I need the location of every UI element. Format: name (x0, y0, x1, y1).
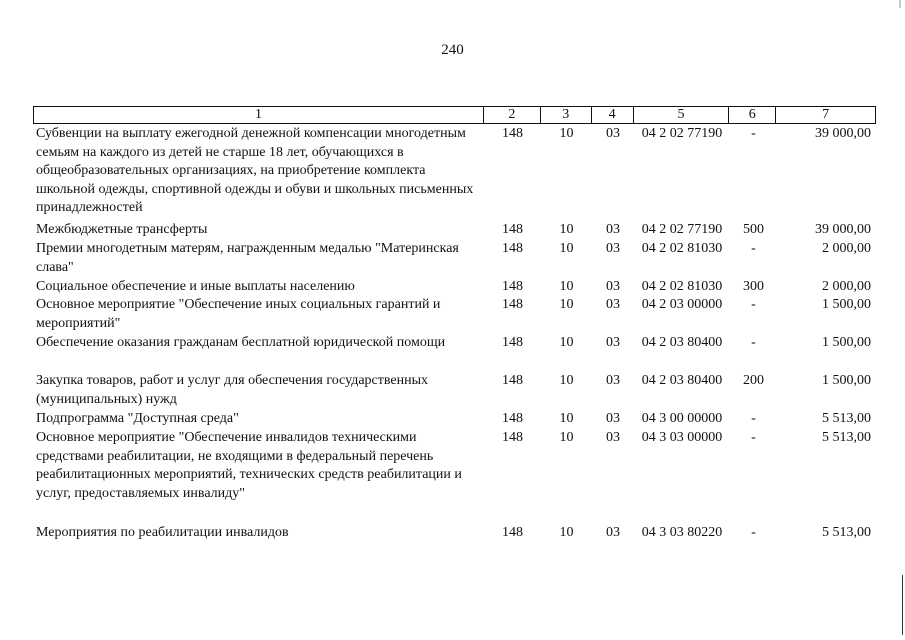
row-name: Основное мероприятие "Обеспечение инвалидов техническими средствами реабилитации, не входящими в федеральный перечень реабилитационных мероприятий, технических средств реабилитации и услуг, предоставляемых инвалиду" (36, 430, 462, 501)
row-section: 10 (559, 430, 574, 445)
row-target-article: 04 2 03 80400 (641, 373, 723, 388)
row-code: 148 (502, 126, 523, 141)
table-row (33, 240, 876, 277)
row-expense-type: - (751, 411, 756, 426)
row-subsection: 03 (606, 297, 620, 312)
row-amount: 2 000,00 (822, 241, 871, 256)
row-subsection: 03 (606, 525, 620, 540)
row-section: 10 (559, 335, 574, 350)
scan-edge-mark (899, 0, 901, 8)
row-expense-type: - (751, 126, 756, 141)
row-code: 148 (502, 279, 523, 294)
row-target-article: 04 3 00 00000 (641, 411, 723, 426)
row-expense-type: - (751, 297, 756, 312)
row-name: Мероприятия по реабилитации инвалидов (36, 525, 289, 540)
row-name: Премии многодетным матерям, награжденным медалью "Материнская слава" (36, 241, 459, 275)
row-target-article: 04 3 03 80220 (641, 525, 723, 540)
row-amount: 2 000,00 (822, 279, 871, 294)
row-code: 148 (502, 222, 523, 237)
table-row (33, 125, 876, 218)
header-col-2: 2 (484, 107, 541, 123)
row-subsection: 03 (606, 241, 620, 256)
row-expense-type: - (751, 430, 756, 445)
row-amount: 39 000,00 (815, 222, 871, 237)
row-subsection: 03 (606, 222, 620, 237)
table-row (33, 221, 876, 240)
table-row (33, 278, 876, 297)
header-col-6: 6 (729, 107, 776, 123)
row-amount: 1 500,00 (822, 335, 871, 350)
row-section: 10 (559, 525, 574, 540)
row-target-article: 04 3 03 00000 (641, 430, 723, 445)
row-amount: 39 000,00 (815, 126, 871, 141)
row-expense-type: - (751, 525, 756, 540)
row-subsection: 03 (606, 279, 620, 294)
row-code: 148 (502, 297, 523, 312)
header-col-7: 7 (822, 107, 830, 122)
row-target-article: 04 2 02 81030 (641, 279, 723, 294)
row-name: Обеспечение оказания гражданам бесплатной юридической помощи (36, 335, 446, 350)
row-section: 10 (559, 373, 574, 388)
row-amount: 1 500,00 (822, 373, 871, 388)
row-subsection: 03 (606, 335, 620, 350)
header-col-4: 4 (592, 107, 634, 123)
row-code: 148 (502, 430, 523, 445)
row-name: Основное мероприятие "Обеспечение иных социальных гарантий и мероприятий" (36, 297, 441, 331)
row-name: Межбюджетные трансферты (36, 222, 208, 237)
row-target-article: 04 2 03 00000 (641, 297, 723, 312)
row-section: 10 (559, 279, 574, 294)
row-expense-type: - (751, 335, 756, 350)
row-code: 148 (502, 241, 523, 256)
row-expense-type: - (751, 241, 756, 256)
row-subsection: 03 (606, 126, 620, 141)
row-section: 10 (559, 241, 574, 256)
header-col-3: 3 (541, 107, 592, 123)
scan-edge-line (902, 575, 903, 635)
row-expense-type: 300 (743, 279, 764, 294)
row-code: 148 (502, 411, 523, 426)
row-section: 10 (559, 222, 574, 237)
page-number: 240 (441, 42, 464, 58)
row-code: 148 (502, 525, 523, 540)
row-name: Подпрограмма "Доступная среда" (36, 411, 239, 426)
row-amount: 5 513,00 (822, 430, 871, 445)
header-col-5: 5 (634, 107, 730, 123)
row-name: Субвенции на выплату ежегодной денежной компенсации многодетным семьям на каждого из детей не старше 18 лет, обучающихся в общеобразовательных организациях, на приобретение комплекта школьной одежды, спортивной одежды и обуви и школьных письменных принадлежностей (36, 126, 474, 216)
row-subsection: 03 (606, 430, 620, 445)
row-section: 10 (559, 126, 574, 141)
table-row (33, 524, 876, 543)
row-code: 148 (502, 373, 523, 388)
row-amount: 1 500,00 (822, 297, 871, 312)
table-row (33, 372, 876, 409)
row-amount: 5 513,00 (822, 525, 871, 540)
row-name: Социальное обеспечение и иные выплаты населению (36, 279, 355, 294)
table-row (33, 429, 876, 503)
table-row (33, 334, 876, 353)
row-target-article: 04 2 02 81030 (641, 241, 723, 256)
row-target-article: 04 2 02 77190 (641, 222, 723, 237)
row-target-article: 04 2 03 80400 (641, 335, 723, 350)
row-section: 10 (559, 297, 574, 312)
row-expense-type: 200 (743, 373, 764, 388)
row-amount: 5 513,00 (822, 411, 871, 426)
row-subsection: 03 (606, 373, 620, 388)
table-row (33, 410, 876, 429)
row-target-article: 04 2 02 77190 (641, 126, 723, 141)
row-code: 148 (502, 335, 523, 350)
table-row (33, 296, 876, 333)
header-col-1: 1 (34, 107, 484, 123)
row-subsection: 03 (606, 411, 620, 426)
row-expense-type: 500 (743, 222, 764, 237)
table-header (33, 106, 876, 124)
row-section: 10 (559, 411, 574, 426)
row-name: Закупка товаров, работ и услуг для обеспечения государственных (муниципальных) нужд (36, 373, 429, 407)
